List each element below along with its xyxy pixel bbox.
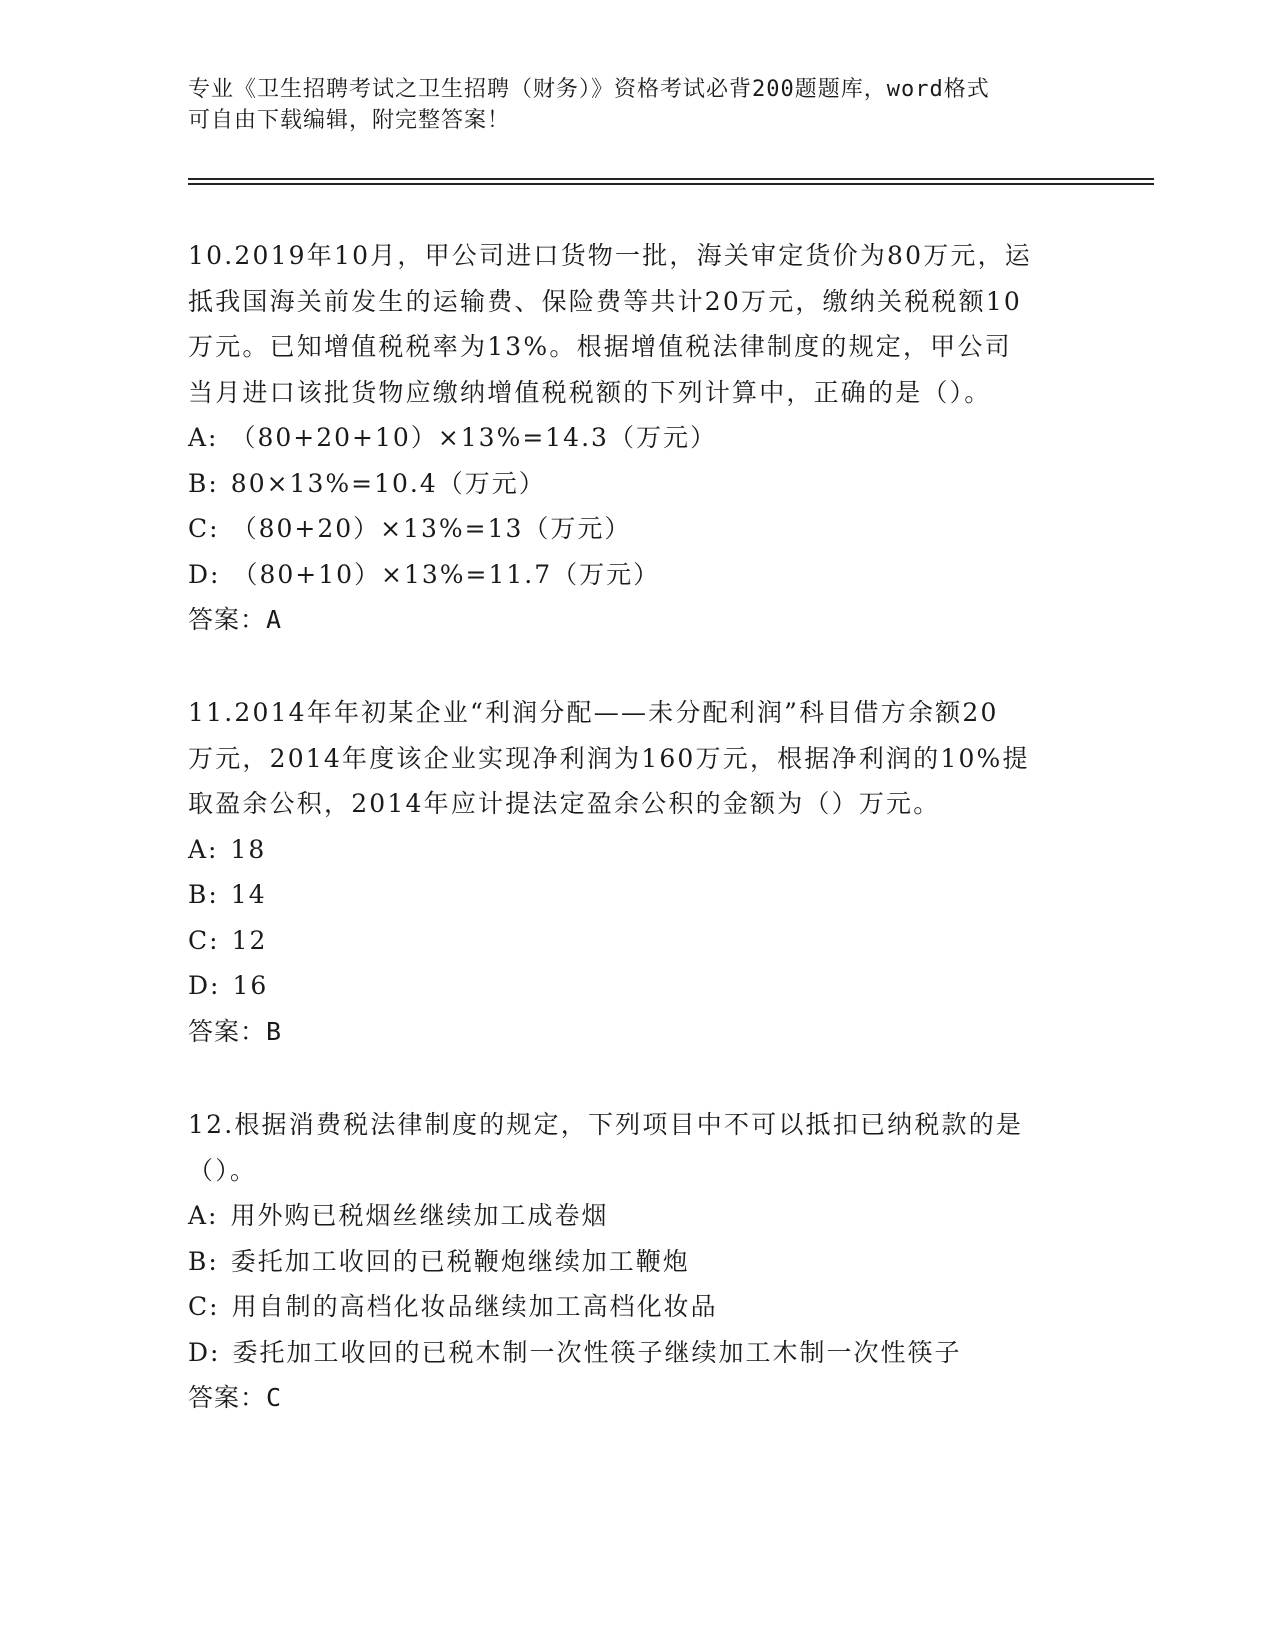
option-text: 用自制的高档化妆品继续加工高档化妆品 xyxy=(231,1292,718,1321)
answer-value: B xyxy=(266,1016,283,1046)
option-a xyxy=(188,827,1088,873)
option-text: （80+10）×13%=11.7（万元） xyxy=(232,559,661,589)
option-text: 12 xyxy=(231,925,268,955)
header-line: 可自由下载编辑，附完整答案！ xyxy=(188,108,511,133)
answer-value: A xyxy=(266,605,283,634)
option-letter: C: xyxy=(188,1292,220,1321)
option-c xyxy=(188,506,1088,552)
option-letter: B: xyxy=(188,468,219,498)
option-letter: B: xyxy=(188,880,219,909)
stem-line: 取盈余公积，2014年应计提法定盈余公积的金额为（）万元。 xyxy=(188,789,941,818)
stem-line: 10.2019年10月，甲公司进口货物一批，海关审定货价为80万元，运 xyxy=(188,241,1033,270)
option-letter: A: xyxy=(188,1201,219,1230)
stem-line: 万元，2014年度该企业实现净利润为160万元，根据净利润的10%提 xyxy=(188,743,1030,773)
option-letter: A: xyxy=(188,423,219,452)
stem-line: 11.2014年年初某企业“利润分配——未分配利润”科目借方余额20 xyxy=(188,698,999,727)
answer-label: 答案： xyxy=(188,1383,267,1412)
question-stem xyxy=(188,690,1088,827)
answer-label: 答案： xyxy=(188,605,267,634)
header-divider xyxy=(188,178,1154,180)
option-text: 委托加工收回的已税木制一次性筷子继续加工木制一次性筷子 xyxy=(232,1337,962,1367)
option-c xyxy=(188,1284,1088,1330)
stem-line: 12.根据消费税法律制度的规定，下列项目中不可以抵扣已纳税款的是 xyxy=(188,1110,1024,1139)
answer-line xyxy=(188,597,1088,643)
option-a xyxy=(188,415,1088,461)
option-text: 18 xyxy=(230,834,267,864)
answer-value: C xyxy=(266,1383,283,1412)
stem-line: 抵我国海关前发生的运输费、保险费等共计20万元，缴纳关税税额10 xyxy=(188,286,1023,316)
document-header xyxy=(188,74,1088,136)
option-b xyxy=(188,1239,1088,1285)
option-c xyxy=(188,918,1088,964)
option-b xyxy=(188,461,1088,507)
stem-line: 万元。已知增值税税率为13%。根据增值税法律制度的规定，甲公司 xyxy=(188,332,1012,361)
stem-line: （）。 xyxy=(188,1155,258,1185)
header-line: 专业《卫生招聘考试之卫生招聘（财务）》资格考试必背200题题库，word格式 xyxy=(188,77,990,102)
option-text: 80×13%=10.4（万元） xyxy=(230,468,546,498)
answer-label: 答案： xyxy=(188,1016,267,1046)
option-a xyxy=(188,1193,1088,1239)
answer-line xyxy=(188,1009,1088,1055)
question-12 xyxy=(188,1102,1088,1421)
option-text: 用外购已税烟丝继续加工成卷烟 xyxy=(230,1201,609,1230)
option-d xyxy=(188,552,1088,598)
option-text: （80+20+10）×13%=14.3（万元） xyxy=(230,423,717,452)
option-text: 14 xyxy=(230,880,267,909)
option-text: （80+20）×13%=13（万元） xyxy=(231,514,632,543)
option-b xyxy=(188,872,1088,918)
option-letter: D: xyxy=(188,559,221,589)
option-d xyxy=(188,963,1088,1009)
question-stem xyxy=(188,1102,1088,1193)
option-d xyxy=(188,1330,1088,1376)
question-stem xyxy=(188,233,1088,415)
option-text: 16 xyxy=(232,971,269,1000)
stem-line: 当月进口该批货物应缴纳增值税税额的下列计算中，正确的是（）。 xyxy=(188,377,992,407)
option-letter: D: xyxy=(188,971,221,1000)
option-letter: B: xyxy=(188,1246,219,1276)
option-letter: C: xyxy=(188,514,220,543)
option-letter: A: xyxy=(188,834,219,864)
header-divider xyxy=(188,183,1154,185)
option-letter: D: xyxy=(188,1337,221,1367)
answer-line xyxy=(188,1375,1088,1421)
option-letter: C: xyxy=(188,925,220,955)
question-10 xyxy=(188,233,1088,643)
option-text: 委托加工收回的已税鞭炮继续加工鞭炮 xyxy=(230,1246,690,1276)
question-11 xyxy=(188,690,1088,1054)
